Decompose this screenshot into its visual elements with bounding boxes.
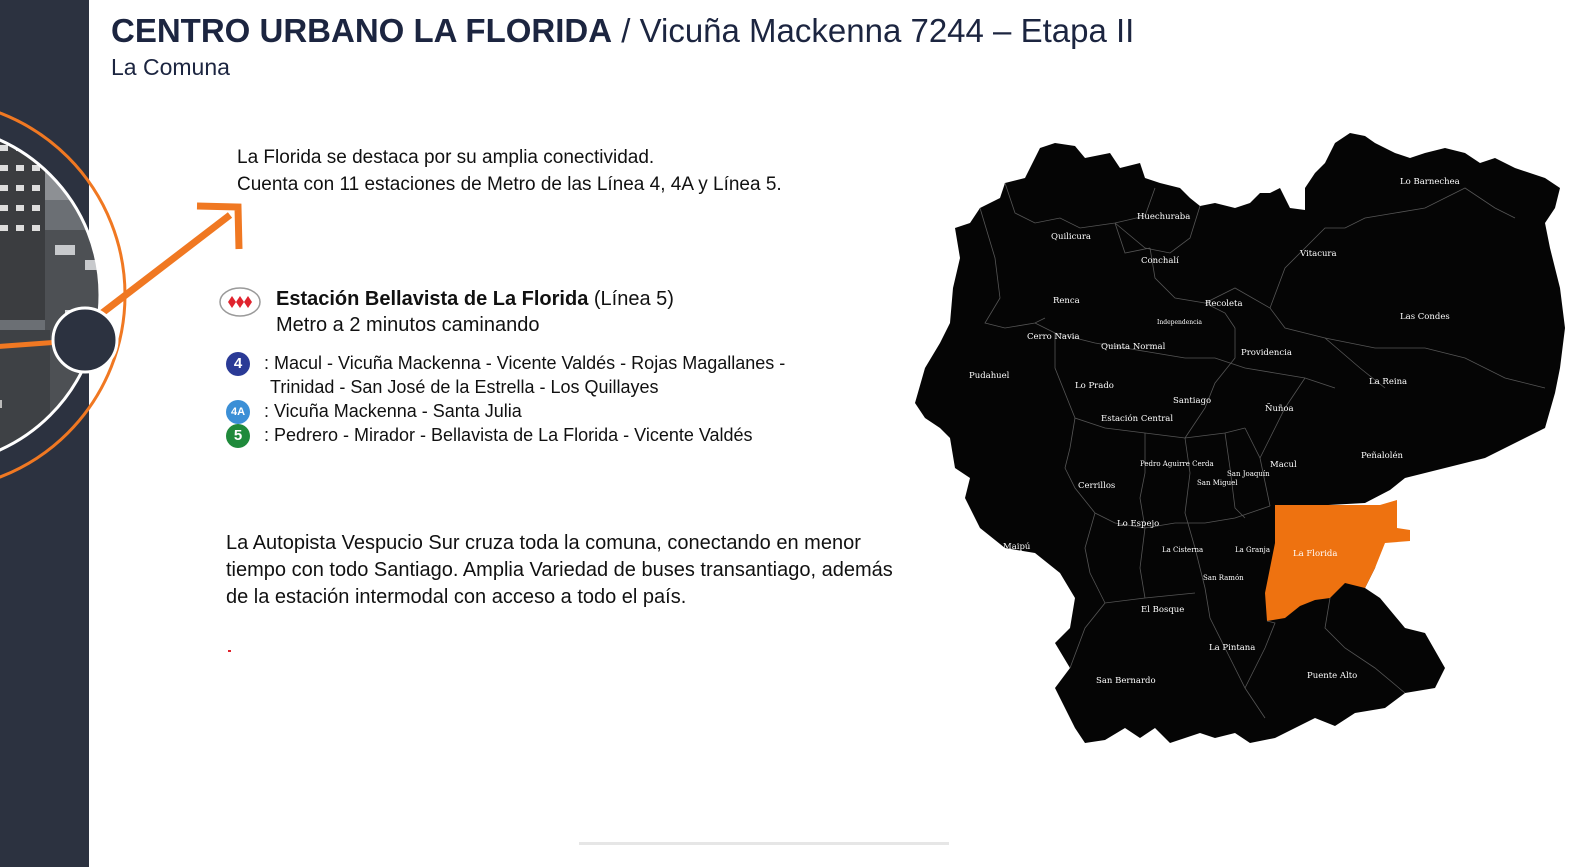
label-la-granja: La Granja <box>1235 546 1271 554</box>
label-la-florida: La Florida <box>1293 549 1338 559</box>
line-4-stations-cont: Trinidad - San José de la Estrella - Los Quillayes <box>270 377 659 397</box>
intro-line-1: La Florida se destaca por su amplia conectividad. <box>237 147 655 168</box>
label-estacion-central: Estación Central <box>1101 414 1174 424</box>
header <box>111 12 1134 81</box>
station-walk-time: Metro a 2 minutos caminando <box>276 314 540 336</box>
label-pedro-aguirre-cerda: Pedro Aguirre Cerda <box>1140 460 1214 468</box>
footer-divider <box>579 842 949 845</box>
line-4a-icon: 4A <box>226 400 250 424</box>
line-4-icon: 4 <box>226 352 250 376</box>
city-photo-graphic <box>0 60 190 530</box>
label-recoleta: Recoleta <box>1205 299 1243 309</box>
station-line: (Línea 5) <box>588 288 674 310</box>
station-heading <box>276 286 674 312</box>
line-4-stations: : Macul - Vicuña Mackenna - Vicente Valdés - Rojas Magallanes - <box>264 353 786 373</box>
label-san-miguel: San Miguel <box>1197 479 1238 487</box>
metro-logo-icon <box>219 287 261 317</box>
line-5-stations: : Pedrero - Mirador - Bellavista de La Florida - Vicente Valdés <box>264 425 753 445</box>
santiago-comunas-map <box>905 128 1570 804</box>
label-quinta-normal: Quinta Normal <box>1101 342 1166 352</box>
intro-text <box>237 144 782 198</box>
section-subtitle: La Comuna <box>111 54 230 80</box>
line-4a-stations: : Vicuña Mackenna - Santa Julia <box>264 401 522 421</box>
label-san-ramon: San Ramón <box>1203 574 1244 582</box>
red-dot-marker <box>228 650 231 652</box>
label-lo-espejo: Lo Espejo <box>1117 519 1160 529</box>
label-vitacura: Vitacura <box>1300 249 1337 259</box>
label-santiago: Santiago <box>1173 396 1212 406</box>
label-providencia: Providencia <box>1241 348 1292 358</box>
label-macul: Macul <box>1270 460 1297 470</box>
line-5-icon: 5 <box>226 424 250 448</box>
label-lo-prado: Lo Prado <box>1075 381 1114 391</box>
label-san-joaquin: San Joaquín <box>1227 470 1270 478</box>
label-puente-alto: Puente Alto <box>1307 671 1358 681</box>
label-quilicura: Quilicura <box>1051 232 1091 242</box>
intro-line-2: Cuenta con 11 estaciones de Metro de las Línea 4, 4A y Línea 5. <box>237 174 782 195</box>
autopista-paragraph: La Autopista Vespucio Sur cruza toda la comuna, conectando en menor tiempo con todo Santiago. Amplia Variedad de buses transantiago, además de la estación intermodal con acceso a todo el país. <box>226 532 893 608</box>
project-name: CENTRO URBANO LA FLORIDA <box>111 12 613 49</box>
label-nunoa: Ñuñoa <box>1265 404 1294 414</box>
label-el-bosque: El Bosque <box>1141 605 1185 615</box>
label-lo-barnechea: Lo Barnechea <box>1400 177 1460 187</box>
label-penalolen: Peñalolén <box>1361 451 1403 461</box>
label-san-bernardo: San Bernardo <box>1096 676 1156 686</box>
label-la-pintana: La Pintana <box>1209 643 1256 653</box>
station-info <box>276 286 674 338</box>
label-conchali: Conchalí <box>1141 256 1179 266</box>
project-address: / Vicuña Mackenna 7244 – Etapa II <box>612 12 1135 49</box>
label-independencia: Independencia <box>1157 319 1202 326</box>
label-cerrillos: Cerrillos <box>1078 481 1116 491</box>
label-las-condes: Las Condes <box>1400 312 1450 322</box>
label-cerro-navia: Cerro Navia <box>1027 332 1080 342</box>
label-la-reina: La Reina <box>1369 377 1408 387</box>
label-huechuraba: Huechuraba <box>1137 212 1191 222</box>
station-name: Estación Bellavista de La Florida <box>276 288 589 310</box>
label-la-cisterna: La Cisterna <box>1162 546 1204 554</box>
label-maipu: Maipú <box>1003 542 1031 552</box>
label-renca: Renca <box>1053 296 1080 306</box>
page-title <box>111 12 1134 50</box>
label-pudahuel: Pudahuel <box>969 371 1010 381</box>
